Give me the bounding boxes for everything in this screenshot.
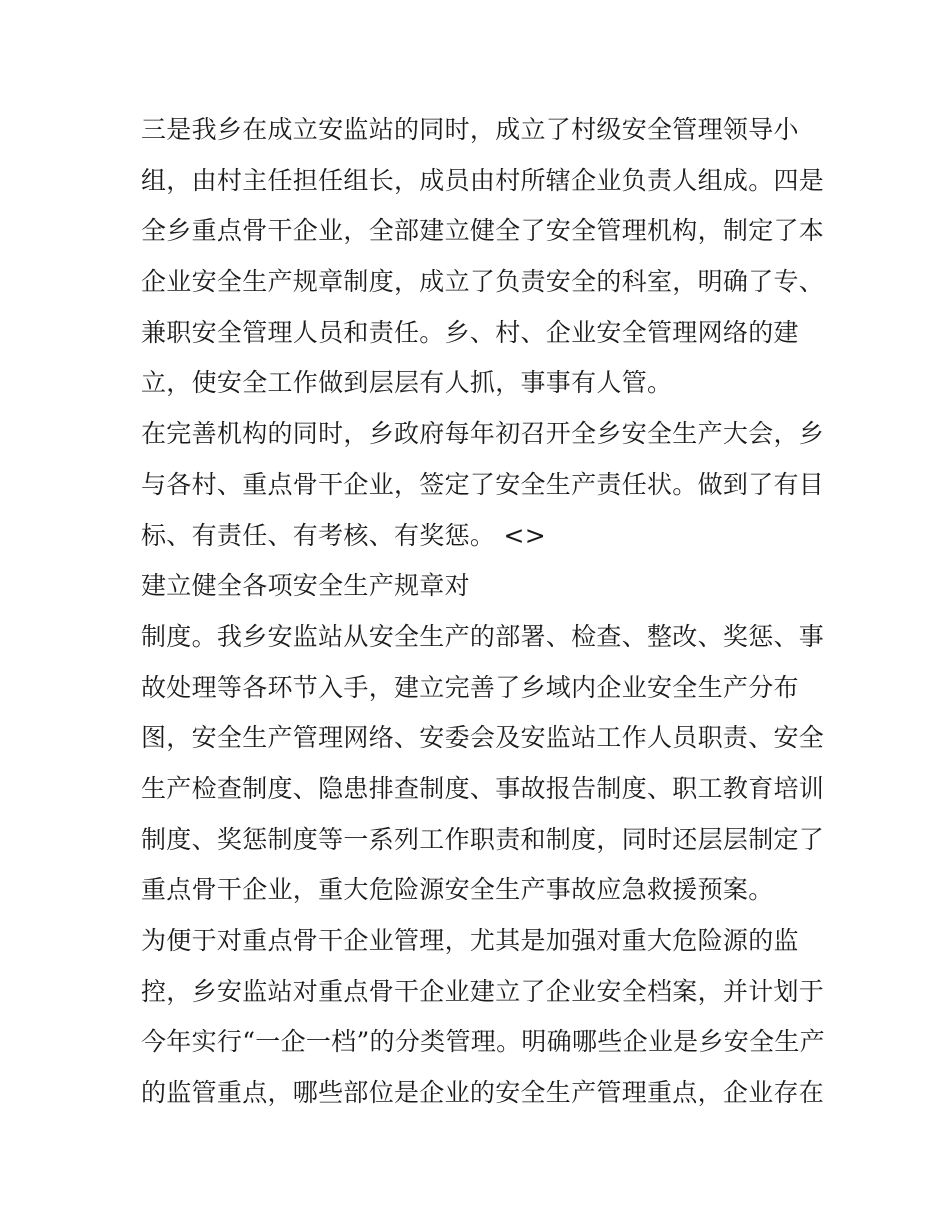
text-line: 标、有责任、有考核、有奖惩。 <> — [141, 521, 546, 550]
text-line: 全乡重点骨干企业，全部建立健全了安全管理机构，制定了本 — [141, 216, 825, 245]
text-line: 的监管重点，哪些部位是企业的安全生产管理重点，企业存在 — [141, 1078, 825, 1107]
text-line: 建立健全各项安全生产规章对 — [141, 571, 470, 600]
text-line: 生产检查制度、隐患排查制度、事故报告制度、职工教育培训 — [141, 774, 825, 803]
text-line: 企业安全生产规章制度，成立了负责安全的科室，明确了专、 — [141, 267, 825, 296]
text-line: 组，由村主任担任组长，成员由村所辖企业负责人组成。四是 — [141, 166, 825, 195]
text-line: 控，乡安监站对重点骨干企业建立了企业安全档案，并计划于 — [141, 977, 825, 1006]
text-line: 在完善机构的同时，乡政府每年初召开全乡安全生产大会，乡 — [141, 419, 825, 448]
text-line: 为便于对重点骨干企业管理，尤其是加强对重大危险源的监 — [141, 926, 799, 955]
text-line: 今年实行“一企一档”的分类管理。明确哪些企业是乡安全生产 — [141, 1027, 825, 1056]
text-line: 兼职安全管理人员和责任。乡、村、企业安全管理网络的建 — [141, 318, 799, 347]
text-line: 故处理等各环节入手，建立完善了乡域内企业安全生产分布 — [141, 673, 799, 702]
text-line: 图，安全生产管理网络、安委会及安监站工作人员职责、安全 — [141, 723, 825, 752]
text-line: 制度。我乡安监站从安全生产的部署、检查、整改、奖惩、事 — [141, 622, 825, 651]
text-line: 制度、奖惩制度等一系列工作职责和制度，同时还层层制定了 — [141, 825, 825, 854]
text-line: 与各村、重点骨干企业，签定了安全生产责任状。做到了有目 — [141, 470, 825, 499]
text-line: 立，使安全工作做到层层有人抓，事事有人管。 — [141, 368, 673, 397]
text-line: 重点骨干企业，重大危险源安全生产事故应急救援预案。 — [141, 875, 774, 904]
text-line: 三是我乡在成立安监站的同时，成立了村级安全管理领导小 — [141, 115, 799, 144]
